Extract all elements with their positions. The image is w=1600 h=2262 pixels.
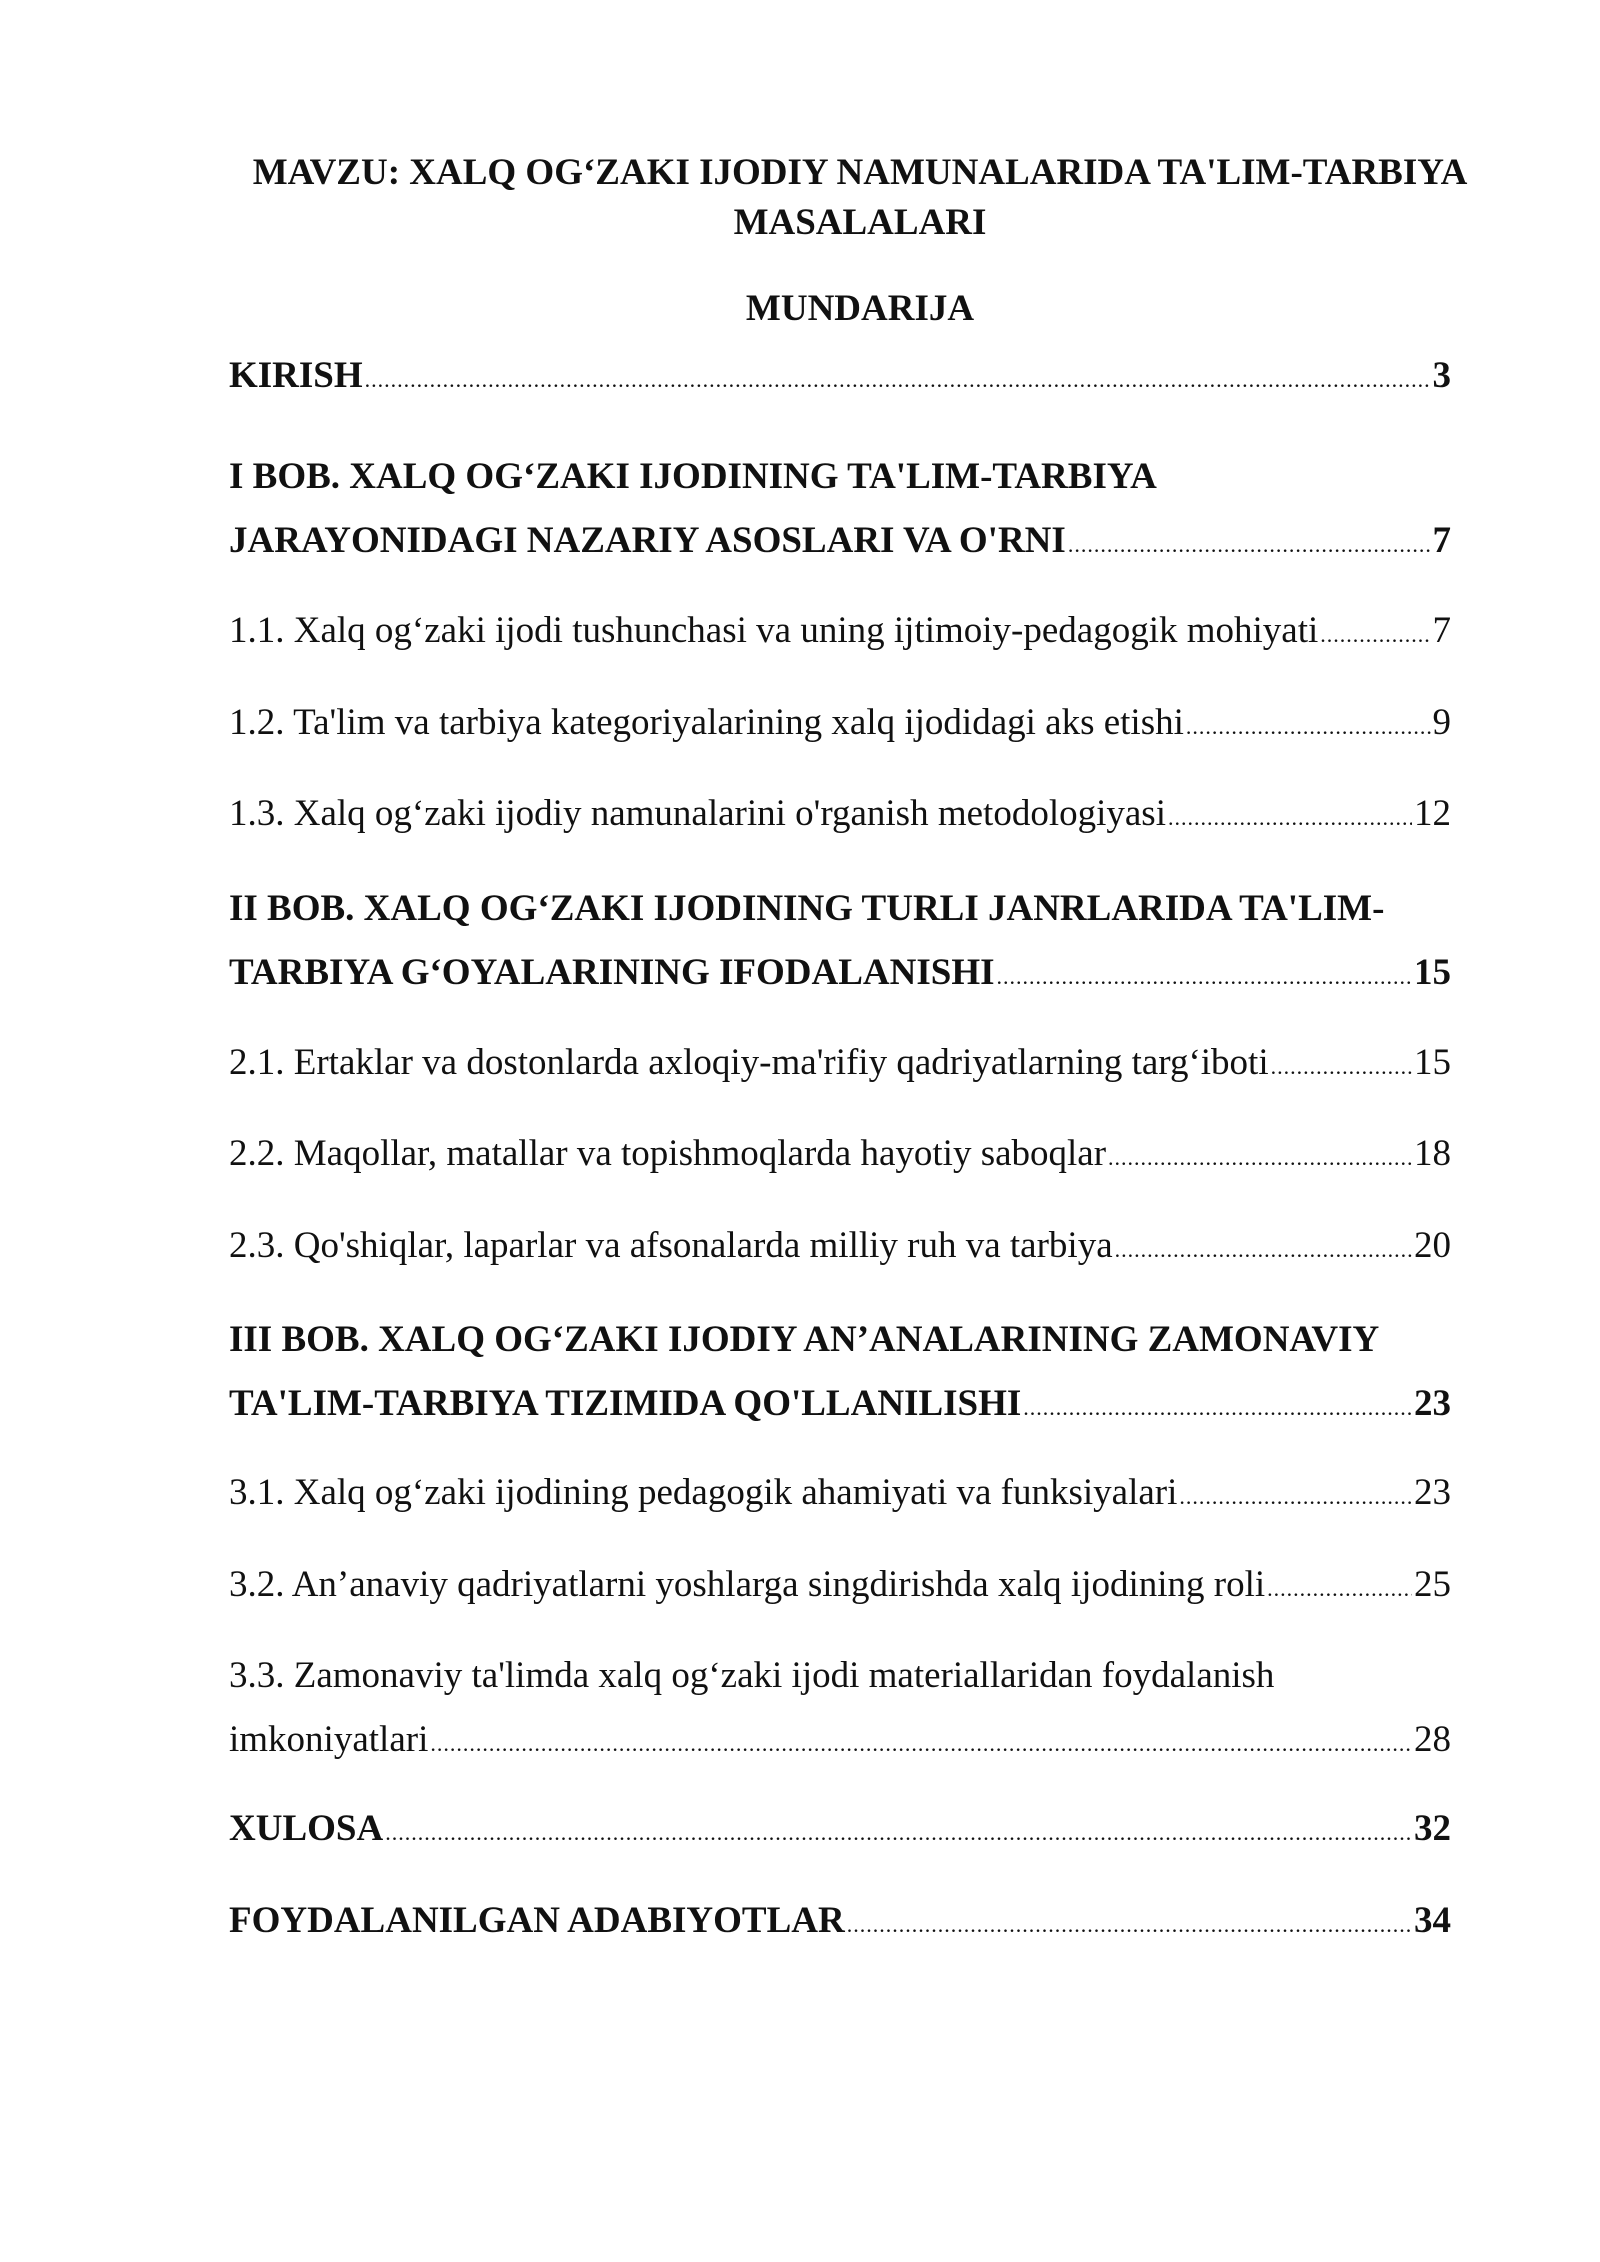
toc-page-number: 23 [1414, 1383, 1451, 1424]
toc-page-number: 28 [1414, 1719, 1451, 1760]
toc-entry-text: JARAYONIDAGI NAZARIY ASOSLARI VA O'RNI [229, 520, 1066, 561]
toc-page-number: 18 [1414, 1133, 1451, 1174]
dot-leader [1023, 1376, 1412, 1440]
toc-entry-text: TARBIYA G‘OYALARINING IFODALANISHI [229, 952, 995, 993]
toc-entry-text: 2.2. Maqollar, matallar va topishmoqlarda hayotiy saboqlar [229, 1133, 1107, 1174]
toc-entry[interactable] [229, 1308, 1451, 1440]
toc-page-number: 15 [1414, 1042, 1451, 1083]
toc-entry-text: XULOSA [229, 1808, 384, 1849]
toc-entry[interactable] [229, 599, 1451, 667]
toc-entry[interactable] [229, 1031, 1451, 1099]
toc-page-number: 25 [1414, 1564, 1451, 1605]
toc-entry-row [229, 1214, 1451, 1282]
toc-entry-row [229, 599, 1451, 667]
dot-leader [847, 1893, 1412, 1957]
dot-leader [1108, 1126, 1412, 1190]
toc-entry[interactable] [229, 445, 1451, 577]
toc-entry-row [229, 1122, 1451, 1190]
toc-entry[interactable] [229, 344, 1451, 412]
toc-entry-text: 3.2. An’anaviy qadriyatlarni yoshlarga singdirishda xalq ijodining roli [229, 1564, 1266, 1605]
toc-entry-row [229, 1797, 1451, 1865]
toc-entry[interactable] [229, 691, 1451, 759]
toc-page-number: 20 [1414, 1225, 1451, 1266]
dot-leader [1320, 603, 1430, 667]
dot-leader [997, 945, 1412, 1009]
toc-entry-text: 2.3. Qo'shiqlar, laparlar va afsonalarda milliy ruh va tarbiya [229, 1225, 1113, 1266]
toc-page-number: 15 [1414, 952, 1451, 993]
toc-page-number: 12 [1414, 793, 1451, 834]
toc-entry-text: FOYDALANILGAN ADABIYOTLAR [229, 1900, 845, 1941]
toc-entry-text: 1.3. Xalq og‘zaki ijodiy namunalarini o'rganish metodologiyasi [229, 793, 1166, 834]
toc-entry-row [229, 1553, 1451, 1621]
dot-leader [1179, 1465, 1412, 1529]
toc-page-number: 3 [1432, 355, 1451, 396]
toc-entry-text: imkoniyatlari [229, 1719, 429, 1760]
toc-entry-row [229, 344, 1451, 412]
toc-entry-text: TA'LIM-TARBIYA TIZIMIDA QO'LLANILISHI [229, 1383, 1022, 1424]
dot-leader [385, 1801, 1412, 1865]
dot-leader [1115, 1218, 1412, 1282]
toc-entry[interactable] [229, 1889, 1451, 1957]
toc-entry[interactable] [229, 1644, 1451, 1776]
toc-page-number: 32 [1414, 1808, 1451, 1849]
toc-entry-text: 3.3. Zamonaviy ta'limda xalq og‘zaki ijodi materiallaridan foydalanish [229, 1655, 1275, 1696]
toc-page-number: 23 [1414, 1472, 1451, 1513]
toc-entry[interactable] [229, 1553, 1451, 1621]
toc-entry-row [229, 782, 1451, 850]
title-line-2: MASALALARI [733, 202, 987, 243]
toc-entry-text: KIRISH [229, 355, 363, 396]
toc-entry-row [229, 1031, 1451, 1099]
toc-entry[interactable] [229, 1461, 1451, 1529]
toc-entry-row [229, 691, 1451, 759]
toc-entry-row [229, 509, 1451, 577]
toc-entry-text: 3.1. Xalq og‘zaki ijodining pedagogik ahamiyati va funksiyalari [229, 1472, 1178, 1513]
toc-page-number: 7 [1432, 520, 1451, 561]
dot-leader [1271, 1035, 1412, 1099]
dot-leader [1168, 786, 1412, 850]
toc-entry-row [229, 1889, 1451, 1957]
toc-entry-text: 1.2. Ta'lim va tarbiya kategoriyalarining xalq ijodidagi aks etishi [229, 702, 1184, 743]
toc-entry-text: 2.1. Ertaklar va dostonlarda axloqiy-ma'rifiy qadriyatlarning targ‘iboti [229, 1042, 1269, 1083]
toc-entry[interactable] [229, 1214, 1451, 1282]
dot-leader [1068, 513, 1431, 577]
toc-page-number: 34 [1414, 1900, 1451, 1941]
toc-entry[interactable] [229, 877, 1451, 1009]
toc-page-number: 9 [1432, 702, 1451, 743]
toc-entry-row [229, 1372, 1451, 1440]
dot-leader [365, 348, 1431, 412]
toc-entry[interactable] [229, 1122, 1451, 1190]
toc-entry-row [229, 941, 1451, 1009]
contents-heading: MUNDARIJA [745, 288, 975, 329]
dot-leader [1186, 695, 1431, 759]
toc-entry-text: I BOB. XALQ OG‘ZAKI IJODINING TA'LIM-TARBIYA [229, 456, 1157, 497]
toc-entry-row [229, 1708, 1451, 1776]
dot-leader [1267, 1557, 1412, 1621]
toc-entry-text: 1.1. Xalq og‘zaki ijodi tushunchasi va uning ijtimoiy-pedagogik mohiyati [229, 610, 1319, 651]
toc-entry-text: III BOB. XALQ OG‘ZAKI IJODIY AN’ANALARINING ZAMONAVIY [229, 1319, 1380, 1360]
toc-entry[interactable] [229, 782, 1451, 850]
toc-page-number: 7 [1432, 610, 1451, 651]
toc-entry[interactable] [229, 1797, 1451, 1865]
document-title [200, 148, 1520, 248]
dot-leader [430, 1712, 1412, 1776]
title-line-1: MAVZU: XALQ OG‘ZAKI IJODIY NAMUNALARIDA TA'LIM-TARBIYA [252, 152, 1468, 193]
toc-entry-row [229, 1461, 1451, 1529]
toc-entry-text: II BOB. XALQ OG‘ZAKI IJODINING TURLI JANRLARIDA TA'LIM- [229, 888, 1385, 929]
